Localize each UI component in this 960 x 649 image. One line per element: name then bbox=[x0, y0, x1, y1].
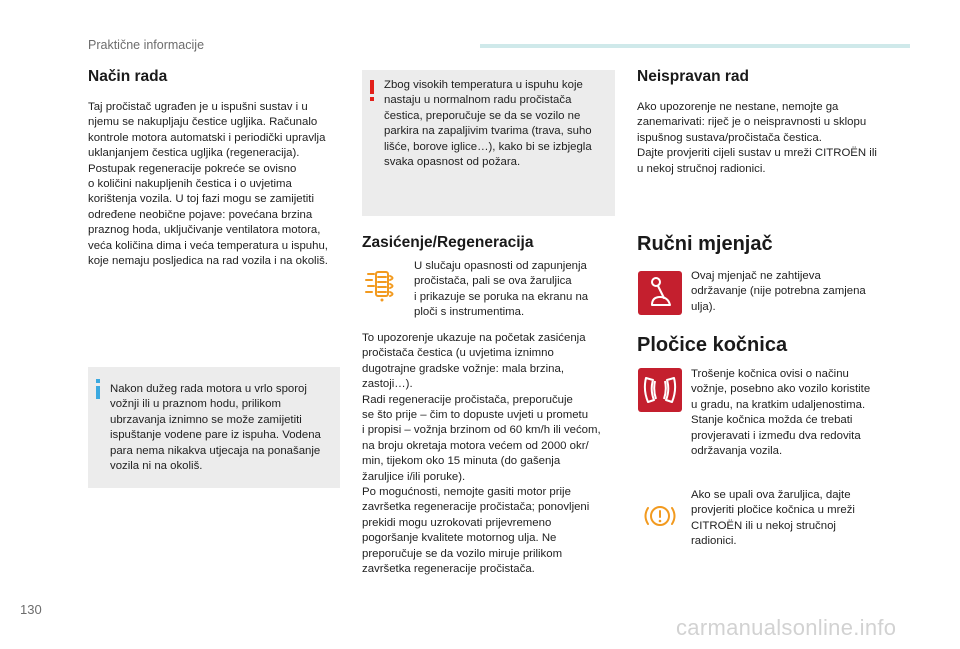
brake-warning-lamp-icon bbox=[638, 494, 682, 538]
gearbox-title: Ručni mjenjač bbox=[637, 233, 773, 255]
gear-lever-icon bbox=[638, 271, 682, 315]
warning-box-text: Zbog visokih temperatura u ispuhu koje nastaju u normalnom radu pročistača čestica, preporučuje se da se vozilo ne parkira na zapaljivim tvarima (trava, suho lišće, borove iglice…), kako bi se izbjegla svaka opasnost od požara. bbox=[384, 79, 592, 169]
pads-title: Pločice kočnica bbox=[637, 334, 788, 356]
brake-lamp-text: Ako se upali ova žaruljica, dajte provjeriti pločice kočnica u mreži CITROËN ili u nekoj stručnoj radionici. bbox=[691, 489, 855, 548]
section-label: Praktične informacije bbox=[88, 38, 205, 52]
header-divider bbox=[480, 44, 910, 48]
watermark: carmanualsonline.info bbox=[676, 615, 897, 640]
page-number: 130 bbox=[20, 602, 42, 617]
particle-filter-warning-icon bbox=[360, 262, 404, 306]
left-body: Taj pročistač ugrađen je u ispušni sustav i u njemu se nakupljaju čestice ugljika. Računalo kontrole motora automatski i periodički upravlja uklanjanjem čestica ugljika (regeneracija). Postupak regeneracije pokreće se ovisno o količini nakupljenih čestica i o uvjetima korištenja vozila. U toj fazi mogu se zamijetiti određene neobične pojave: povećana brzina praznog hoda, uključivanje ventilatora motora, veća količina dima i veća temperatura u ispuhu, koje nemaju posljedica na rad vozila i na okoliš. bbox=[88, 101, 328, 268]
middle-title: Zasićenje/Regeneracija bbox=[362, 234, 534, 251]
info-box bbox=[88, 367, 340, 488]
fault-body: Ako upozorenje ne nestane, nemojte ga zanemarivati: riječ je o neispravnosti u sklopu ispušnog sustava/pročistača čestica. Dajte provjeriti cijeli sustav u mreži CITROËN ili u nekoj stručnoj radionici. bbox=[637, 101, 877, 175]
brake-pads-icon bbox=[638, 368, 682, 412]
left-title: Način rada bbox=[88, 68, 168, 85]
info-mark-icon bbox=[96, 379, 100, 399]
warning-mark-icon bbox=[370, 80, 374, 101]
warning-box bbox=[362, 70, 615, 216]
info-box-text: Nakon dužeg rada motora u vrlo sporoj vožnji ili u praznom hodu, prilikom ubrzavanja iznimno se može zamijetiti ispuštanje vodene pare iz ispuha. Vodena para nema nikakva utjecaja na ponašanje vozila ni na okoliš. bbox=[110, 383, 321, 473]
particle-filter-text: U slučaju opasnosti od zapunjenja pročistača, pali se ova žaruljica i prikazuje se poruka na ekranu na ploči s instrumentima. bbox=[414, 260, 589, 319]
middle-body: To upozorenje ukazuje na početak zasićenja pročistača čestica (u uvjetima iznimno dugotrajne gradske vožnje: mala brzina, zastoji…). Radi regeneracije pročistača, preporučuje se što prije – čim to dopuste uvjeti u prometu i propisi – vožnja brzinom od 60 km/h ili većom, na broju okretaja motora većem od 2000 okr/ min, tijekom oko 15 minuta (do gašenja žaruljice i/ili poruke). Po mogućnosti, nemojte gasiti motor prije završetka regeneracije pročistača; ponovljeni prekidi mogu uzrokovati prijevremeno pogoršanje kvalitete motornog ulja. Ne preporučuje se da vozilo miruje prilikom završetka regeneracije pročistača. bbox=[362, 332, 601, 576]
gearbox-text: Ovaj mjenjač ne zahtijeva održavanje (nije potrebna zamjena ulja). bbox=[691, 270, 866, 313]
fault-title: Neispravan rad bbox=[637, 68, 749, 85]
pads-text: Trošenje kočnica ovisi o načinu vožnje, posebno ako vozilo koristite u gradu, na kratkim udaljenostima. Stanje kočnica možda će trebati provjeravati i između dva redovita održavanja vozila. bbox=[691, 368, 871, 458]
